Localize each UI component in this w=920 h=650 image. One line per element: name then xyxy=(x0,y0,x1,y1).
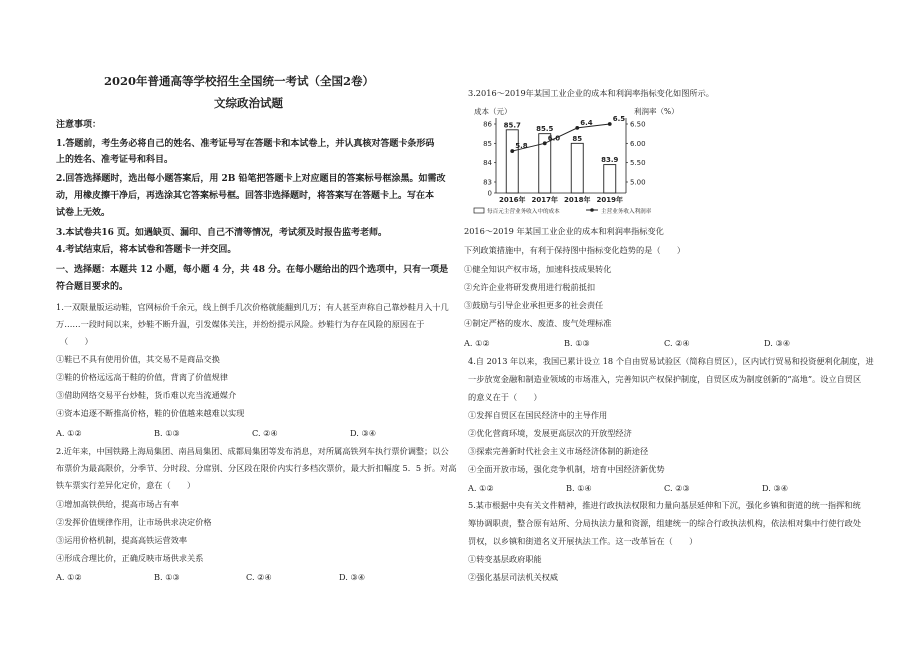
bar-label-3: 83.9 xyxy=(601,156,619,165)
q5-choice2: ②强化基层司法机关权威 xyxy=(468,572,559,582)
legend-bar-swatch xyxy=(474,208,484,213)
q2-answer-c: C. ②④ xyxy=(246,572,272,582)
q2-answer-b: B. ①③ xyxy=(154,572,180,582)
q1-choice1: ①鞋已不具有使用价值，其交易不是商品交换 xyxy=(56,354,220,364)
q1-answer-d: D. ③④ xyxy=(350,428,377,438)
q4-choice2: ②优化营商环境，发展更高层次的开放型经济 xyxy=(468,428,632,438)
q3-answer-d: D. ③④ xyxy=(764,338,791,348)
notice-heading: 注意事项： xyxy=(56,120,102,130)
q3-choice1: ①健全知识产权市场，加速科技成果转化 xyxy=(464,264,612,274)
q3-choice4: ④制定严格的废水、废渣、废气处理标准 xyxy=(464,318,612,328)
exam-title: 2020年普通高等学校招生全国统一考试（全国2卷） xyxy=(104,74,375,88)
q1-answer-a: A. ①② xyxy=(56,428,82,438)
line-point-1 xyxy=(543,141,547,145)
q3-answer-a: A. ①② xyxy=(464,338,490,348)
q2-answer-d: D. ③④ xyxy=(339,572,366,582)
q5-stem-line2: 筹协调职责，整合原有站所、分局执法力量和资源，组建统一的综合行政执法机构，依法相对集中行使行政处 xyxy=(468,518,862,528)
q1-choice2: ②鞋的价格远远高于鞋的价值，背离了价值规律 xyxy=(56,372,228,382)
q4-answer-c: C. ②③ xyxy=(664,483,690,493)
q1-choice4: ④资本追逐不断推高价格，鞋的价值越来越难以实现 xyxy=(56,408,245,418)
exam-subtitle: 文综政治试题 xyxy=(214,96,283,110)
q2-stem-line2: 布票价为最高限价，分季节、分时段、分席别、分区段在限价内实行多档次票价，最大折扣幅度 5．5 折。对高 xyxy=(56,463,457,473)
q2-stem-line3: 铁车票实行差异化定价，意在（ ） xyxy=(56,480,196,490)
q2-choice4: ④形成合理比价，正确反映市场供求关系 xyxy=(56,553,204,563)
line-label-0: 5.8 xyxy=(515,142,528,151)
right-tick-label-1: 6.00 xyxy=(630,139,646,148)
section1-line1: 一、选择题：本题共 12 小题，每小题 4 分，共 48 分。在每小题给出的四个选项中，只有一项是 xyxy=(56,265,449,275)
q2-choice3: ③运用价格机制，提高高铁运营效率 xyxy=(56,535,188,545)
q1-stem-line3: （ ） xyxy=(60,336,93,346)
q3-answer-c: C. ②④ xyxy=(664,338,690,348)
q3-stem: 下列政策措施中，有利于保持图中指标变化趋势的是（ ） xyxy=(464,245,686,255)
right-tick-label-2: 5.50 xyxy=(630,159,646,168)
q4-choice3: ③探索完善新时代社会主义市场经济体制的新途径 xyxy=(468,446,649,456)
line-label-3: 6.5 xyxy=(612,115,626,123)
line-label-1: 6.0 xyxy=(547,134,561,143)
q4-answer-b: B. ①④ xyxy=(566,483,592,493)
q3-choice2: ②允许企业将研发费用进行税前抵扣 xyxy=(464,282,596,292)
q2-choice2: ②发挥价值规律作用，让市场供求决定价格 xyxy=(56,517,212,527)
q1-answer-c: C. ②④ xyxy=(252,428,278,438)
notice-item2-line1: 2.回答选择题时，选出每小题答案后，用 2B 铅笔把答题卡上对应题目的答案标号框涂黑。如需改 xyxy=(56,174,446,184)
q3-intro: 3.2016～2019年某国工业企业的成本和利润率指标变化如图所示。 xyxy=(468,88,714,98)
legend-line-label: 主营业务收入利润率 xyxy=(601,209,652,215)
bar-label-1: 85.5 xyxy=(536,125,554,134)
left-tick-label-4: 0 xyxy=(487,189,492,198)
q4-answer-a: A. ①② xyxy=(468,483,494,493)
notice-item2-line2: 动，用橡皮擦干净后，再选涂其它答案标号框。回答非选择题时，将答案写在答题卡上。写在本 xyxy=(56,191,435,201)
legend-bar-label: 每百元主营业务收入中的成本 xyxy=(487,209,560,215)
x-tick-label-3: 2019年 xyxy=(596,196,623,204)
q4-choice4: ④全面开放市场，强化竞争机制，培育中国经济新优势 xyxy=(468,464,665,474)
notice-item1-line2: 上的姓名、准考证号和科目。 xyxy=(56,155,174,165)
right-tick-label-0: 6.50 xyxy=(630,120,646,129)
bar-3 xyxy=(604,165,616,193)
line-point-2 xyxy=(575,126,579,130)
q2-choice1: ①增加高铁供给，提高市场占有率 xyxy=(56,499,179,509)
right-tick-label-3: 5.00 xyxy=(630,178,646,187)
left-axis-title: 成本（元） xyxy=(474,107,512,116)
bar-2 xyxy=(571,143,583,193)
x-tick-label-1: 2017年 xyxy=(531,196,558,204)
left-tick-label-2: 84 xyxy=(483,159,492,168)
q5-stem-line1: 5.某市根据中央有关文件精神，推进行政执法权限和力量向基层延伸和下沉，强化乡镇和街道的统一指挥和统 xyxy=(468,500,861,510)
q2-answer-a: A. ①② xyxy=(56,572,82,582)
right-axis-title: 利润率（%） xyxy=(634,107,679,116)
left-tick-label-1: 85 xyxy=(483,139,492,148)
line-label-2: 6.4 xyxy=(580,118,593,127)
q1-answer-b: B. ①③ xyxy=(154,428,180,438)
q1-choice3: ③借助网络交易平台炒鞋，货币难以充当流通媒介 xyxy=(56,390,237,400)
legend-line-marker xyxy=(590,208,594,212)
bar-label-0: 85.7 xyxy=(503,121,521,130)
q3-choice3: ③鼓励与引导企业承担更多的社会责任 xyxy=(464,300,604,310)
q4-choice1: ①发挥自贸区在国民经济中的主导作用 xyxy=(468,410,608,420)
q5-choice1: ①转变基层政府职能 xyxy=(468,554,542,564)
q1-stem-line2: 万……一段时间以来，炒鞋不断升温，引发媒体关注，并纷纷提示风险。炒鞋行为存在风险的原因在于 xyxy=(56,319,425,329)
bar-0 xyxy=(506,130,518,193)
q4-answer-d: D. ③④ xyxy=(762,483,789,493)
q4-stem-line1: 4.自 2013 年以来，我国已累计设立 18 个自由贸易试验区（简称自贸区），区内试行贸易和投资便利化制度，进 xyxy=(468,356,874,366)
notice-item4: 4.考试结束后，将本试卷和答题卡一并交回。 xyxy=(56,245,237,255)
notice-item1-line1: 1.答题前，考生务必将自己的姓名、准考证号写在答题卡和本试卷上，并认真核对答题卡条形码 xyxy=(56,139,435,149)
notice-item2-line3: 试卷上无效。 xyxy=(56,208,111,218)
q1-stem-line1: 1.一双限量版运动鞋，官网标价千余元，线上倒手几次价格就能翻到几万；有人甚至声称自己靠炒鞋月入十几 xyxy=(56,302,449,312)
section1-line2: 符合题目要求的。 xyxy=(56,282,129,292)
q3-answer-b: B. ①③ xyxy=(564,338,590,348)
left-tick-label-3: 83 xyxy=(483,178,492,187)
q2-stem-line1: 2.近年来，中国铁路上海局集团、南昌局集团、成都局集团等发布消息，对所属高铁列车执行票价调整；以公 xyxy=(56,446,449,456)
bar-label-2: 85 xyxy=(572,134,583,143)
notice-item3: 3.本试卷共16 页。如遇缺页、漏印、自己不清等情况，考试须及时报告监考老师。 xyxy=(56,228,388,238)
q3-caption: 2016～2019 年某国工业企业的成本和利润率指标变化 xyxy=(464,226,664,236)
line-point-0 xyxy=(510,149,514,153)
q4-stem-line3: 的意义在于（ ） xyxy=(468,392,542,402)
line-point-3 xyxy=(608,122,612,126)
left-tick-label-0: 86 xyxy=(483,120,492,129)
q4-stem-line2: 一步放宽金融和制造业领域的市场准入，完善知识产权保护制度，自贸区成为制度创新的“高地”。设立自贸区 xyxy=(468,374,862,384)
q5-stem-line3: 罚权，以乡镇和街道名义开展执法工作。这一改革旨在（ ） xyxy=(468,536,698,546)
x-tick-label-2: 2018年 xyxy=(564,196,591,204)
x-tick-label-0: 2016年 xyxy=(499,196,526,204)
q3-chart xyxy=(468,104,698,222)
